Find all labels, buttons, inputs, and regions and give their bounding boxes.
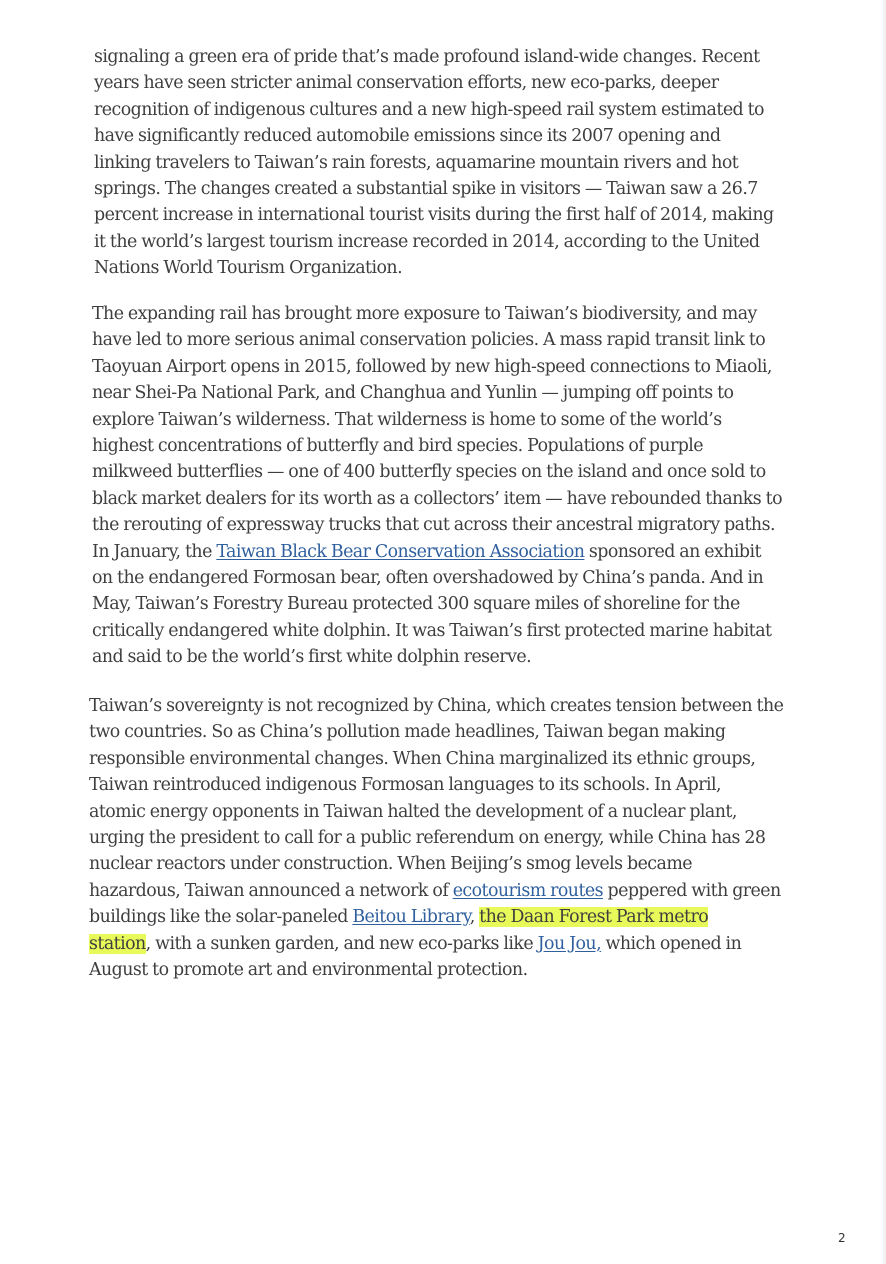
highlighted-text: the Daan Forest Park metro — [479, 907, 709, 928]
text-line: Nations World Tourism Organization. — [94, 258, 403, 279]
text-line: explore Taiwan’s wilderness. That wilderness is home to some of the world’s — [92, 409, 722, 430]
text-line: recognition of indigenous cultures and a new high-speed rail system estimated to — [94, 99, 764, 120]
link-jou-jou[interactable]: Jou Jou, — [537, 933, 602, 954]
text-segment: , with a sunken garden, and new eco-parks like — [145, 933, 538, 954]
paragraph-1 — [94, 44, 774, 282]
text-line: signaling a green era of pride that’s made profound island-wide changes. Recent — [94, 47, 760, 67]
text-line — [89, 878, 783, 904]
text-line: responsible environmental changes. When China marginalized its ethnic groups, — [89, 748, 756, 769]
text-line: black market dealers for its worth as a collectors’ item — have rebounded thanks to — [92, 488, 783, 509]
text-line: have significantly reduced automobile emissions since its 2007 opening and — [94, 126, 721, 147]
text-segment: hazardous, Taiwan announced a network of — [89, 880, 453, 901]
text-line: nuclear reactors under construction. When Beijing’s smog levels became — [89, 854, 693, 875]
text-line: atomic energy opponents in Taiwan halted the development of a nuclear plant, — [89, 801, 737, 822]
text-segment: peppered with green — [603, 880, 781, 901]
text-segment: buildings like the solar-paneled — [89, 907, 353, 928]
page-number: 2 — [838, 1231, 846, 1245]
text-line: near Shei-Pa National Park, and Changhua and Yunlin — jumping off points to — [92, 383, 734, 404]
link-beitou-library[interactable]: Beitou Library — [352, 907, 470, 928]
text-segment: , — [469, 907, 480, 928]
text-line: springs. The changes created a substantial spike in visitors — Taiwan saw a 26.7 — [94, 179, 758, 200]
text-line: May, Taiwan’s Forestry Bureau protected 300 square miles of shoreline for the — [92, 594, 740, 615]
text-line: The expanding rail has brought more exposure to Taiwan’s biodiversity, and may — [92, 304, 757, 324]
text-line: on the endangered Formosan bear, often overshadowed by China’s panda. And in — [92, 568, 764, 589]
text-line: have led to more serious animal conservation policies. A mass rapid transit link to — [92, 330, 766, 351]
text-line — [89, 904, 783, 930]
text-line: years have seen stricter animal conservation efforts, new eco-parks, deeper — [94, 73, 719, 94]
text-line: Taoyuan Airport opens in 2015, followed by new high-speed connections to Miaoli, — [92, 356, 772, 377]
text-segment: sponsored an exhibit — [584, 541, 761, 562]
text-line: August to promote art and environmental protection. — [89, 960, 528, 981]
link-taiwan-black-bear-conservation-association[interactable]: Taiwan Black Bear Conservation Association — [216, 541, 585, 562]
text-line — [92, 539, 782, 565]
text-line: milkweed butterflies — one of 400 butterfly species on the island and once sold to — [92, 462, 766, 483]
text-line: Taiwan’s sovereignty is not recognized by China, which creates tension between the — [89, 696, 784, 716]
text-line: highest concentrations of butterfly and bird species. Populations of purple — [92, 436, 704, 457]
text-line: two countries. So as China’s pollution made headlines, Taiwan began making — [89, 722, 726, 743]
text-line: critically endangered white dolphin. It was Taiwan’s first protected marine habitat — [92, 620, 772, 641]
text-line: urging the president to call for a public referendum on energy, while China has 28 — [89, 828, 766, 849]
text-line: linking travelers to Taiwan’s rain forests, aquamarine mountain rivers and hot — [94, 152, 739, 173]
highlighted-text: station — [89, 933, 146, 954]
text-line: it the world’s largest tourism increase recorded in 2014, according to the United — [94, 231, 760, 252]
text-line: and said to be the world’s first white dolphin reserve. — [92, 647, 532, 668]
text-segment: which opened in — [601, 933, 742, 954]
text-line: percent increase in international tourist visits during the first half of 2014, making — [94, 205, 774, 226]
paragraph-3 — [89, 693, 783, 983]
text-line — [89, 931, 783, 957]
link-ecotourism-routes[interactable]: ecotourism routes — [452, 880, 604, 901]
text-segment: In January, the — [92, 541, 217, 562]
paragraph-2 — [92, 301, 782, 671]
text-line: the rerouting of expressway trucks that cut across their ancestral migratory paths. — [92, 515, 775, 536]
text-line: Taiwan reintroduced indigenous Formosan languages to its schools. In April, — [89, 775, 721, 796]
